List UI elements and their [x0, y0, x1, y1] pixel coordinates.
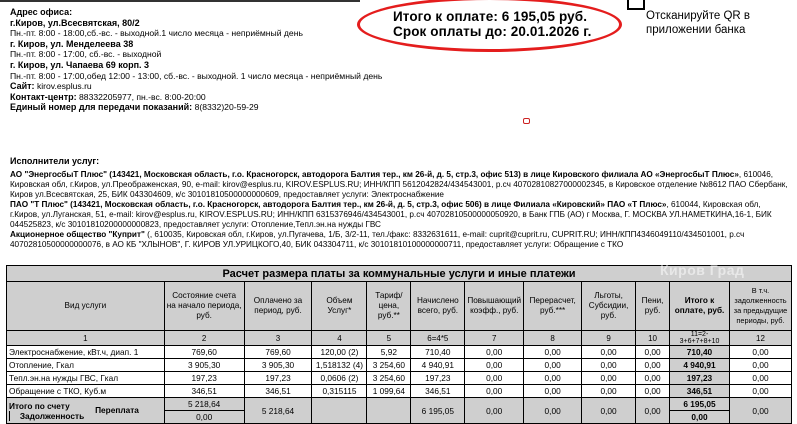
summary-paid: 5 218,64 — [244, 398, 312, 424]
col-header-tariff: Тариф/ цена, руб.** — [367, 282, 411, 331]
col-header-fines: Пени, руб. — [636, 282, 670, 331]
red-mark-icon — [523, 118, 530, 124]
office-address-block — [10, 7, 390, 113]
column-number-row — [7, 331, 792, 346]
summary-overpay-start: 0,00 — [164, 411, 244, 424]
cell-charged: 346,51 — [411, 385, 465, 398]
cell-charged: 710,40 — [411, 346, 465, 359]
cell-total: 346,51 — [670, 385, 730, 398]
cell-coef: 0,00 — [465, 346, 524, 359]
summary-debt-start: 5 218,64 — [164, 398, 244, 411]
col-num: 2 — [164, 331, 244, 346]
col-num: 8 — [524, 331, 582, 346]
cell-tariff: 1 099,64 — [367, 385, 411, 398]
qr-instruction-line2: приложении банка — [646, 24, 746, 36]
summary-label: Итого по счету — [9, 400, 70, 411]
cell-recalc: 0,00 — [524, 372, 582, 385]
col-num: 9 — [582, 331, 636, 346]
summary-charged: 6 195,05 — [411, 398, 465, 424]
cell-service: Электроснабжение, кВт.ч, диап. 1 — [7, 346, 165, 359]
summary-total-debt: 6 195,05 — [670, 398, 730, 411]
col-num: 5 — [367, 331, 411, 346]
summary-recalc: 0,00 — [524, 398, 582, 424]
provider-2-details: , 610044, Кировская обл, г.Киров, ул.Луганская, 51, e-mail: kirov@esplus.ru, KIROV.ESPLUS.RU; ИНН/КПП 6315376946/434543001, р.сч 40702810500000050920, в Банк ГПБ (АО) г Москва, Г. МОСКВА УЛ.НАМЕТКИНА,16-1, БИК 044525823, к/с 30101810200000000823, предоставляет услуги: Отопление,Тепл.эн.на нужды ГВС — [10, 200, 772, 229]
cell-start: 197,23 — [164, 372, 244, 385]
provider-1 — [10, 170, 790, 200]
summary-overpay-label: Переплата — [95, 405, 139, 415]
col-num: 1 — [7, 331, 165, 346]
col-num: 4 — [312, 331, 367, 346]
summary-tariff — [367, 398, 411, 424]
cell-paid: 346,51 — [244, 385, 312, 398]
cell-service: Отопление, Гкал — [7, 359, 165, 372]
summary-coef: 0,00 — [465, 398, 524, 424]
charges-table — [6, 265, 792, 424]
qr-instruction-line1: Отсканируйте QR в — [646, 10, 751, 22]
total-amount: Итого к оплате: 6 195,05 руб. — [393, 9, 588, 24]
cell-fines: 0,00 — [636, 385, 670, 398]
cell-debt: 0,00 — [729, 359, 791, 372]
col-header-paid: Оплачено за период, руб. — [244, 282, 312, 331]
office-hours-3: Пн.-пт. 8:00 - 17:00,обед 12:00 - 13:00, сб.-вс. - выходной. 1 число месяца - неприёмный день — [10, 70, 383, 81]
site-label: Сайт: — [10, 81, 35, 92]
col-header-coef: Повышающий коэфф., руб. — [465, 282, 524, 331]
meter-value: 8(8332)20-59-29 — [194, 102, 259, 113]
qr-instruction — [646, 9, 796, 37]
cell-volume: 0,0606 (2) — [312, 372, 367, 385]
cell-recalc: 0,00 — [524, 346, 582, 359]
cell-tariff: 3 254,60 — [367, 359, 411, 372]
cell-service: Обращение с ТКО, Куб.м — [7, 385, 165, 398]
summary-volume — [312, 398, 367, 424]
provider-3-details: (, 610035, Кировская обл, г.Киров, ул.Пугачева, 1/Б, 3/2-11, тел./факс: 8332631611, e-mail: cuprit@cuprit.ru, CUPRIT.RU; ИНН/КПП4346049110/434501001, р.сч 40702810500000000076, в АО КБ "ХЛЫНОВ", Г. КИРОВ УЛ.УРИЦКОГО,40, БИК 043304711, к/с 30101810100000000711, предоставляет услуги: Обращение с ТКО — [10, 230, 745, 249]
cell-fines: 0,00 — [636, 359, 670, 372]
office-hours-1: Пн.-пт. 8:00 - 18:00,сб.-вс. - выходной.1 число месяца - неприёмный день — [10, 28, 303, 39]
summary-debt: 0,00 — [729, 398, 791, 424]
provider-3 — [10, 230, 790, 250]
cell-recalc: 0,00 — [524, 359, 582, 372]
col-header-debt: В т.ч. задолженность за предыдущие периоды, руб. — [729, 282, 791, 331]
table-row — [7, 359, 792, 372]
meter-line — [10, 102, 390, 113]
cell-benefits: 0,00 — [582, 346, 636, 359]
site-link[interactable]: kirov.esplus.ru — [36, 81, 92, 92]
table-row — [7, 385, 792, 398]
summary-debt-label: Задолженность — [9, 411, 94, 421]
contact-line — [10, 92, 390, 103]
watermark: Киров Град — [660, 262, 745, 278]
provider-1-details: , 610046, Кировская обл, г.Киров, ул.Преображенская, 90, e-mail: kirov@esplus.ru, KIROV.ESPLUS.RU; ИНН/КПП 5612042824/434543001, р.сч 40702810827000002345, в Кировское отделение №8612 ПАО Сбербанк, Киров ул.Всесвятская, 25, БИК 043304609, к/с 30101810500000000609, предоставляет услуги: Электроснабжение — [10, 170, 788, 199]
cell-start: 346,51 — [164, 385, 244, 398]
office-hours-2: Пн.-пт. 8:00 - 17:00, сб.-вс. - выходной — [10, 49, 162, 60]
table-row — [7, 346, 792, 359]
col-num: 11=2-3+6+7+8+10 — [670, 331, 730, 346]
meter-label: Единый номер для передачи показаний: — [10, 102, 193, 113]
providers-title: Исполнители услуг: — [10, 156, 100, 166]
office-title: Адрес офиса: — [10, 7, 73, 17]
cell-volume: 120,00 (2) — [312, 346, 367, 359]
provider-2 — [10, 200, 790, 230]
cell-debt: 0,00 — [729, 346, 791, 359]
summary-total-overpay: 0,00 — [670, 411, 730, 424]
provider-2-name: ПАО "Т Плюс" (143421, Московская область, г.о. Красногорск, автодорога Балтия тер., км 26-й, д. 5, стр.3, офис 506) в лице Филиала «Кировский» ПАО «Т Плюс» — [10, 200, 667, 209]
col-num: 3 — [244, 331, 312, 346]
cell-total: 710,40 — [670, 346, 730, 359]
cell-benefits: 0,00 — [582, 372, 636, 385]
office-address-3: г. Киров, ул. Чапаева 69 корп. 3 — [10, 59, 150, 70]
cell-fines: 0,00 — [636, 372, 670, 385]
cell-paid: 3 905,30 — [244, 359, 312, 372]
top-rule — [0, 0, 360, 2]
col-header-recalc: Перерасчет, руб.*** — [524, 282, 582, 331]
col-header-start: Состояние счета на начало периода, руб. — [164, 282, 244, 331]
provider-1-name: АО "ЭнергосбыТ Плюс" (143421, Московская область, г.о. Красногорск, автодорога Балтия тер., км 26-й, д. 5, стр.3, офис 513) в лице Кировского филиала АО «ЭнергосбыТ Плюс» — [10, 170, 739, 179]
cell-volume: 0,315115 — [312, 385, 367, 398]
cell-coef: 0,00 — [465, 372, 524, 385]
cell-start: 3 905,30 — [164, 359, 244, 372]
col-num: 10 — [636, 331, 670, 346]
due-date: Срок оплаты до: 20.01.2026 г. — [393, 24, 592, 39]
cell-debt: 0,00 — [729, 372, 791, 385]
site-line — [10, 81, 390, 92]
cell-debt: 0,00 — [729, 385, 791, 398]
cell-coef: 0,00 — [465, 359, 524, 372]
highlight-ellipse — [357, 0, 622, 52]
cell-coef: 0,00 — [465, 385, 524, 398]
summary-fines: 0,00 — [636, 398, 670, 424]
table-header-row — [7, 282, 792, 331]
qr-code-icon[interactable] — [627, 0, 645, 10]
cell-volume: 1,518132 (4) — [312, 359, 367, 372]
contact-value: 88332205977, пн.-вс. 8:00-20:00 — [79, 91, 206, 102]
cell-charged: 4 940,91 — [411, 359, 465, 372]
table-row — [7, 372, 792, 385]
provider-3-name: Акционерное общество "Куприт" — [10, 230, 145, 239]
col-header-charged: Начислено всего, руб. — [411, 282, 465, 331]
cell-total: 197,23 — [670, 372, 730, 385]
cell-charged: 197,23 — [411, 372, 465, 385]
col-header-benefits: Льготы, Субсидии, руб. — [582, 282, 636, 331]
cell-paid: 197,23 — [244, 372, 312, 385]
cell-paid: 769,60 — [244, 346, 312, 359]
cell-recalc: 0,00 — [524, 385, 582, 398]
col-header-volume: Объем Услуг* — [312, 282, 367, 331]
cell-benefits: 0,00 — [582, 385, 636, 398]
col-header-total: Итого к оплате, руб. — [670, 282, 730, 331]
summary-benefits: 0,00 — [582, 398, 636, 424]
col-num: 6=4*5 — [411, 331, 465, 346]
cell-tariff: 3 254,60 — [367, 372, 411, 385]
cell-benefits: 0,00 — [582, 359, 636, 372]
cell-start: 769,60 — [164, 346, 244, 359]
col-header-service: Вид услуги — [7, 282, 165, 331]
office-address-2: г. Киров, ул. Менделеева 38 — [10, 38, 134, 49]
cell-fines: 0,00 — [636, 346, 670, 359]
office-address-1: г.Киров, ул.Всесвятская, 80/2 — [10, 17, 140, 28]
table-caption: Расчет размера платы за коммунальные услуги и иные платежи — [7, 266, 792, 282]
contact-label: Контакт-центр: — [10, 91, 77, 102]
cell-total: 4 940,91 — [670, 359, 730, 372]
service-providers-block — [10, 156, 790, 250]
col-num: 12 — [729, 331, 791, 346]
cell-service: Тепл.эн.на нужды ГВС, Гкал — [7, 372, 165, 385]
cell-tariff: 5,92 — [367, 346, 411, 359]
col-num: 7 — [465, 331, 524, 346]
